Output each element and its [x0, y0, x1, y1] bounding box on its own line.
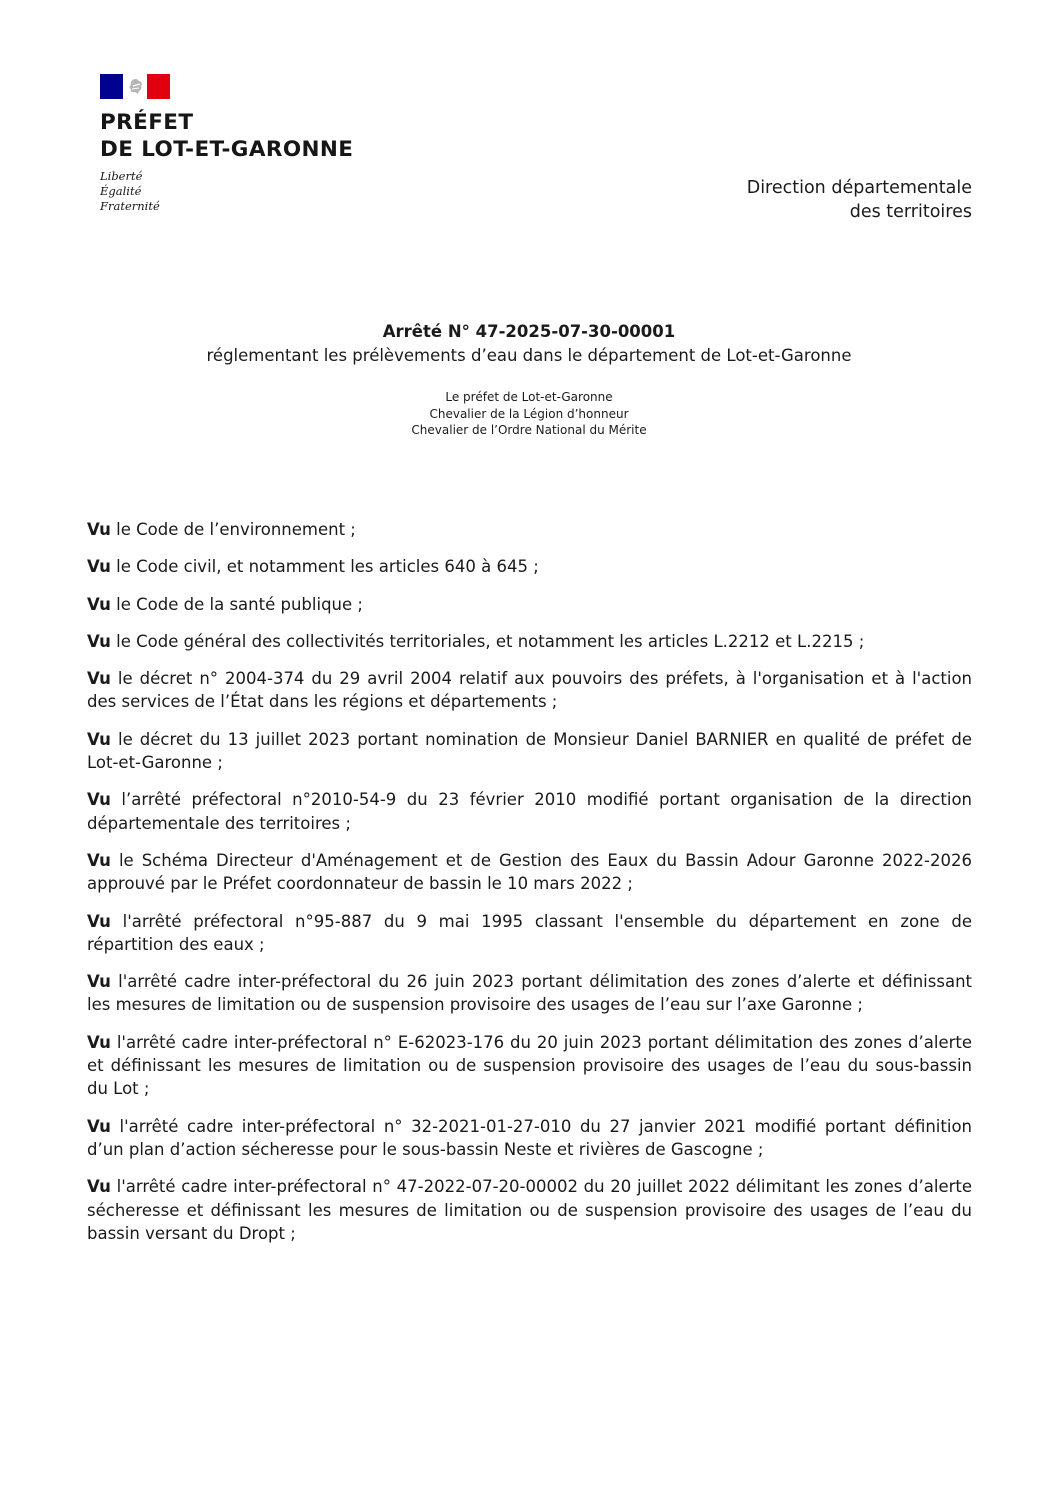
title-block: [0, 320, 1058, 439]
devise: [100, 169, 420, 214]
devise-line: Égalité: [100, 184, 142, 198]
arrete-subtitle: réglementant les prélèvements d’eau dans le département de Lot-et-Garonne: [206, 346, 852, 365]
visa-text: le Code civil, et notamment les articles 640 à 645 ;: [110, 557, 539, 577]
visa-paragraph: [87, 788, 972, 835]
visa-text: le décret n° 2004-374 du 29 avril 2004 relatif aux pouvoirs des préfets, à l'organisation et à l'action des services de l’État dans les régions et départements ;: [87, 669, 972, 712]
visa-paragraph: [87, 970, 972, 1017]
visa-text: l'arrêté cadre inter-préfectoral n° E-62023-176 du 20 juin 2023 portant délimitation des zones d’alerte et définissant les mesures de limitation ou de suspension provisoire des usages de l’eau du sous-bassin du Lot ;: [87, 1032, 972, 1099]
visa-paragraph: [87, 1175, 972, 1245]
visa-lead: Vu: [87, 631, 111, 651]
visa-lead: Vu: [87, 557, 111, 577]
prefet-qualites: [0, 389, 1058, 439]
visa-text: l'arrêté cadre inter-préfectoral du 26 juin 2023 portant délimitation des zones d’alerte et définissant les mesures de limitation ou de suspension provisoire des usages de l’eau sur l’axe Garonne ;: [87, 972, 972, 1015]
devise-line: Liberté: [100, 169, 143, 183]
visa-lead: Vu: [87, 850, 111, 870]
visa-lead: Vu: [87, 520, 111, 539]
prefet-qualite-line: Le préfet de Lot-et-Garonne: [445, 390, 613, 404]
visa-paragraph: [87, 593, 972, 616]
visa-lead: Vu: [87, 669, 111, 689]
visa-text: le Code de l’environnement ;: [110, 520, 356, 539]
visas-list: [87, 518, 972, 1259]
visa-paragraph: [87, 728, 972, 775]
visa-paragraph: [87, 667, 972, 714]
visa-paragraph: [87, 518, 972, 541]
prefet-title-line: DE LOT-ET-GARONNE: [100, 137, 354, 162]
visa-paragraph: [87, 1031, 972, 1101]
direction-line: Direction départementale: [746, 178, 972, 198]
prefet-title: [100, 109, 420, 163]
visa-paragraph: [87, 1115, 972, 1162]
visa-paragraph: [87, 849, 972, 896]
visa-lead: Vu: [87, 911, 111, 931]
visa-text: l'arrêté préfectoral n°95-887 du 9 mai 1995 classant l'ensemble du département en zone de répartition des eaux ;: [87, 911, 972, 954]
prefet-title-line: PRÉFET: [100, 110, 194, 135]
prefet-qualite-line: Chevalier de la Légion d’honneur: [429, 406, 629, 421]
direction-name: [747, 176, 972, 224]
republic-flag-icon: [100, 74, 170, 99]
visa-text: le Schéma Directeur d'Aménagement et de Gestion des Eaux du Bassin Adour Garonne 2022-2026 approuvé par le Préfet coordonnateur de bassin le 10 mars 2022 ;: [87, 850, 972, 894]
visa-lead: Vu: [87, 1032, 111, 1052]
devise-line: Fraternité: [100, 199, 160, 213]
bloc-marque: [100, 74, 420, 214]
visa-paragraph: [87, 630, 972, 653]
visa-paragraph: [87, 910, 972, 957]
visa-lead: Vu: [87, 1116, 111, 1136]
visa-lead: Vu: [87, 972, 111, 992]
visa-paragraph: [87, 555, 972, 578]
visa-lead: Vu: [87, 1177, 111, 1197]
visa-text: l’arrêté préfectoral n°2010-54-9 du 23 février 2010 modifié portant organisation de la direction départementale des territoires ;: [87, 790, 972, 833]
visa-lead: Vu: [87, 729, 111, 749]
visa-text: l'arrêté cadre inter-préfectoral n° 32-2021-01-27-010 du 27 janvier 2021 modifié portant définition d’un plan d’action sécheresse pour le sous-bassin Neste et rivières de Gascogne ;: [87, 1116, 972, 1159]
prefet-qualite-line: Chevalier de l’Ordre National du Mérite: [411, 423, 647, 437]
visa-text: l'arrêté cadre inter-préfectoral n° 47-2022-07-20-00002 du 20 juillet 2022 délimitant les zones d’alerte sécheresse et définissant les mesures de limitation ou de suspension provisoire des usages de l’eau du bassin versant du Dropt ;: [87, 1177, 972, 1243]
visa-text: le Code général des collectivités territoriales, et notamment les articles L.2212 et L.2215 ;: [110, 631, 865, 651]
visa-lead: Vu: [87, 790, 111, 810]
visa-text: le décret du 13 juillet 2023 portant nomination de Monsieur Daniel BARNIER en qualité de préfet de Lot-et-Garonne ;: [87, 729, 972, 773]
arrete-number: Arrêté N° 47-2025-07-30-00001: [382, 322, 676, 341]
visa-lead: Vu: [87, 594, 111, 614]
visa-text: le Code de la santé publique ;: [110, 594, 363, 614]
marianne-icon: [127, 77, 145, 96]
direction-line: des territoires: [849, 202, 972, 222]
